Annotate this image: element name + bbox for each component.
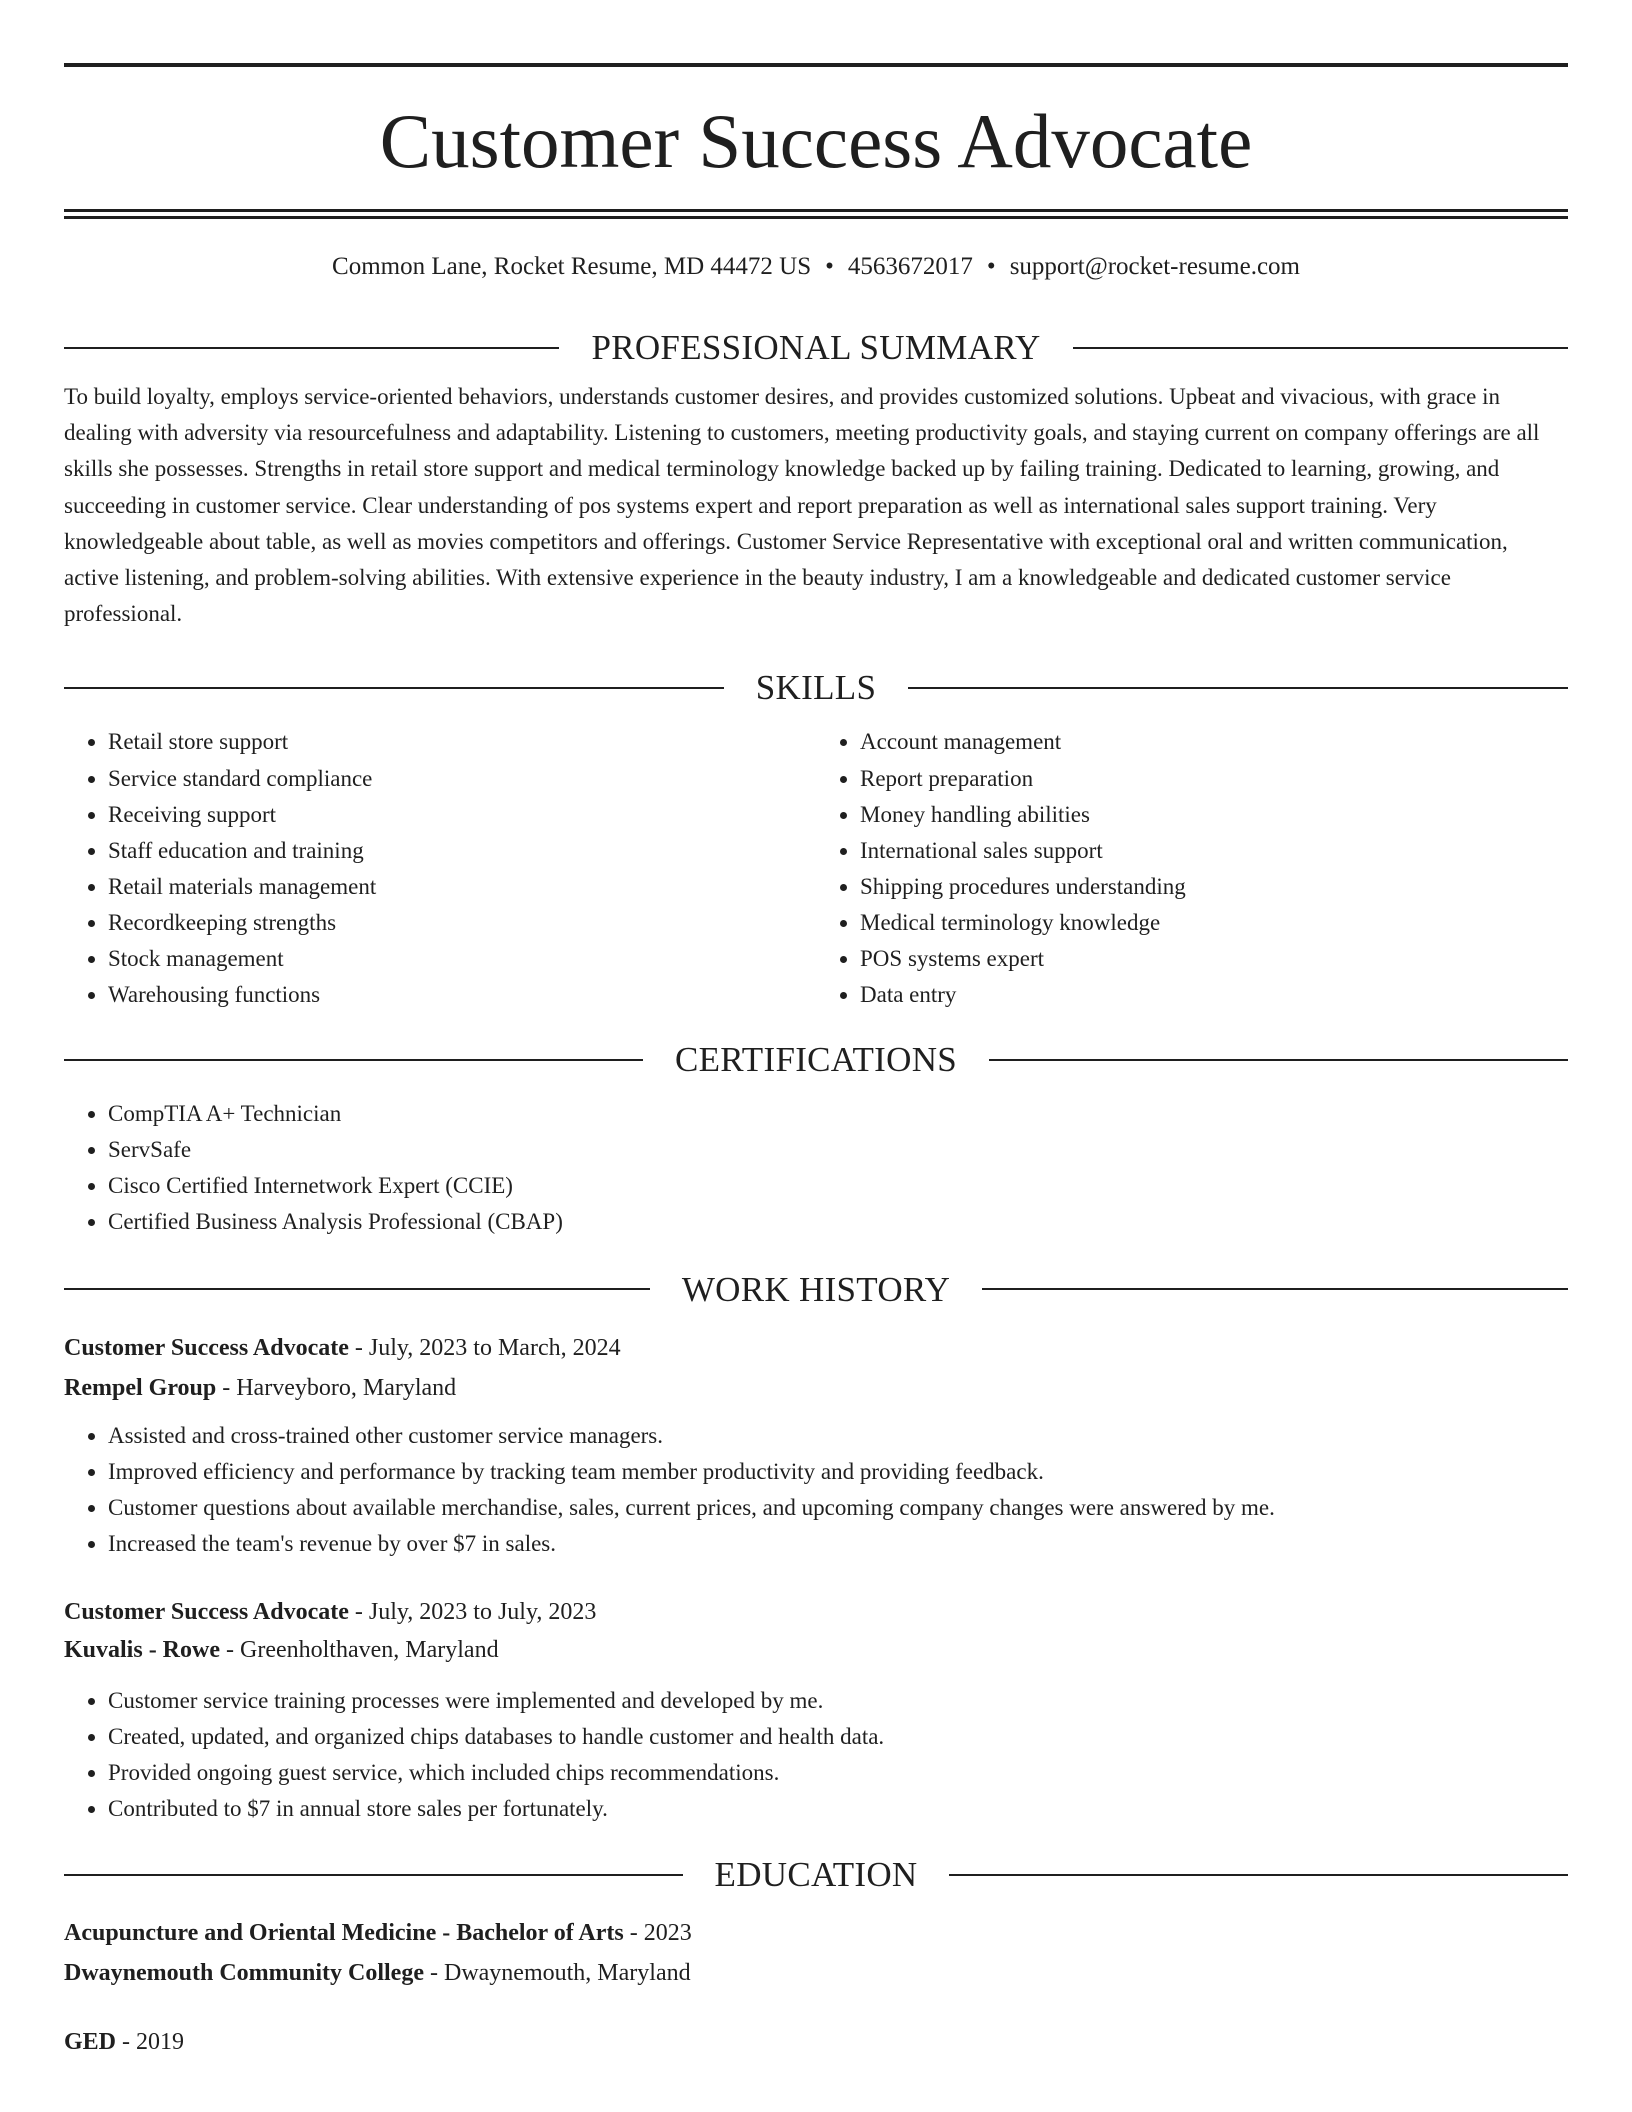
skills-columns: [64, 724, 1568, 1013]
skill-item: • POS systems expert: [860, 941, 1568, 977]
education-year: - 2023: [623, 1920, 692, 1947]
job-bullet: • Customer questions about available merchandise, sales, current prices, and upcoming company changes were answered by me.: [108, 1490, 1568, 1526]
skill-item: • Stock management: [108, 941, 816, 977]
job-dates: - July, 2023 to March, 2024: [348, 1334, 621, 1361]
skill-item: • Receiving support: [108, 797, 816, 833]
skill-item: • Data entry: [860, 977, 1568, 1013]
contact-line: [64, 253, 1568, 281]
job-entry: [64, 1330, 1568, 1562]
education-school-line: [64, 1955, 1568, 1991]
section-header-certifications: [64, 1040, 1568, 1080]
contact-separator: •: [986, 253, 996, 280]
section-rule: [64, 1874, 683, 1876]
job-bullet: • Created, updated, and organized chips databases to handle customer and health data.: [108, 1719, 1568, 1755]
certification-item: • Cisco Certified Internetwork Expert (CCIE): [108, 1168, 1568, 1204]
education-year: - 2019: [116, 2029, 185, 2056]
skill-item: • Recordkeeping strengths: [108, 905, 816, 941]
section-rule: [64, 1059, 643, 1061]
education-degree-line: [64, 1915, 1568, 1951]
summary-text: To build loyalty, employs service-oriented behaviors, understands customer desires, and provides customized solutions. Upbeat and vivacious, with grace in dealing with adversity via resourcefulness and adaptability. Listening to customers, meeting productivity goals, and staying current on company offerings are all skills she possesses. Strengths in retail store support and medical terminology knowledge backed up by failing training. Dedicated to learning, growing, and succeeding in customer service. Clear understanding of pos systems expert and report preparation as well as international sales support training. Very knowledgeable about table, as well as movies competitors and offerings. Customer Service Representative with exceptional oral and written communication, active listening, and problem-solving abilities. With extensive experience in the beauty industry, I am a knowledgeable and dedicated customer service professional.: [64, 384, 1540, 627]
section-rule: [982, 1288, 1568, 1290]
job-company-line: [64, 1370, 1568, 1406]
skill-item: • Warehousing functions: [108, 977, 816, 1013]
education-degree: GED: [64, 2029, 117, 2056]
job-title: Customer Success Advocate: [64, 1334, 349, 1361]
job-bullet: • Assisted and cross-trained other customer service managers.: [108, 1418, 1568, 1454]
skill-item: • Shipping procedures understanding: [860, 869, 1568, 905]
skill-item: • Money handling abilities: [860, 797, 1568, 833]
education-entry: [64, 1915, 1568, 1991]
job-title-line: [64, 1330, 1568, 1366]
section-rule: [64, 687, 724, 689]
job-location: - Greenholthaven, Maryland: [220, 1636, 499, 1663]
job-bullets: [64, 1418, 1568, 1562]
skill-item: • Retail materials management: [108, 869, 816, 905]
job-company: Rempel Group: [64, 1374, 217, 1401]
certification-item: • CompTIA A+ Technician: [108, 1096, 1568, 1132]
skill-item: • Service standard compliance: [108, 761, 816, 797]
job-title-line: [64, 1594, 1568, 1630]
section-title-summary: PROFESSIONAL SUMMARY: [591, 328, 1041, 367]
education-school: Dwaynemouth Community College: [64, 1960, 424, 1987]
section-title-skills: SKILLS: [755, 668, 877, 708]
skill-item: • Medical terminology knowledge: [860, 905, 1568, 941]
job-entry: [64, 1594, 1568, 1827]
job-bullet: • Customer service training processes were implemented and developed by me.: [108, 1683, 1568, 1719]
section-title-work: WORK HISTORY: [681, 1269, 951, 1309]
title-double-rule: [64, 209, 1568, 219]
skill-item: • Retail store support: [108, 724, 816, 760]
job-bullet: • Provided ongoing guest service, which included chips recommendations.: [108, 1755, 1568, 1791]
job-company-line: [64, 1632, 1568, 1668]
skill-item: • Account management: [860, 724, 1568, 760]
section-rule: [949, 1874, 1568, 1876]
skills-list-right: [816, 724, 1568, 1013]
certification-item: • Certified Business Analysis Professional (CBAP): [108, 1204, 1568, 1240]
contact-phone: 4563672017: [847, 253, 973, 280]
job-bullet: • Increased the team's revenue by over $7 in sales.: [108, 1526, 1568, 1562]
job-location: - Harveyboro, Maryland: [216, 1374, 457, 1401]
job-bullet: • Contributed to $7 in annual store sales per fortunately.: [108, 1791, 1568, 1827]
job-company: Kuvalis - Rowe: [64, 1636, 220, 1663]
job-bullet: • Improved efficiency and performance by tracking team member productivity and providing feedback.: [108, 1454, 1568, 1490]
section-title-education: EDUCATION: [714, 1855, 918, 1895]
section-header-summary: [64, 330, 1568, 365]
job-title: Customer Success Advocate: [64, 1598, 349, 1625]
education-location: - Dwaynemouth, Maryland: [424, 1960, 691, 1987]
section-rule: [1073, 347, 1568, 349]
section-rule: [989, 1059, 1568, 1061]
section-rule: [64, 347, 559, 349]
section-header-skills: [64, 668, 1568, 708]
section-header-work: [64, 1269, 1568, 1309]
section-title-certifications: CERTIFICATIONS: [674, 1040, 958, 1080]
education-entry: [64, 2024, 1568, 2060]
contact-email: support@rocket-resume.com: [1009, 253, 1300, 280]
skill-item: • International sales support: [860, 833, 1568, 869]
resume-title: Customer Success Advocate: [379, 98, 1253, 184]
education-degree: Acupuncture and Oriental Medicine - Bachelor of Arts: [64, 1920, 624, 1947]
contact-separator: •: [825, 253, 834, 280]
skill-item: • Report preparation: [860, 761, 1568, 797]
skill-item: • Staff education and training: [108, 833, 816, 869]
certification-item: • ServSafe: [108, 1132, 1568, 1168]
section-rule: [908, 687, 1568, 689]
skills-list-left: [64, 724, 816, 1013]
section-rule: [64, 1288, 650, 1290]
education-degree-line: [64, 2024, 1568, 2060]
job-bullets: [64, 1683, 1568, 1827]
certifications-list: [64, 1096, 1568, 1240]
job-dates: - July, 2023 to July, 2023: [348, 1598, 597, 1625]
section-header-education: [64, 1855, 1568, 1895]
contact-address: Common Lane, Rocket Resume, MD 44472 US: [332, 253, 812, 280]
